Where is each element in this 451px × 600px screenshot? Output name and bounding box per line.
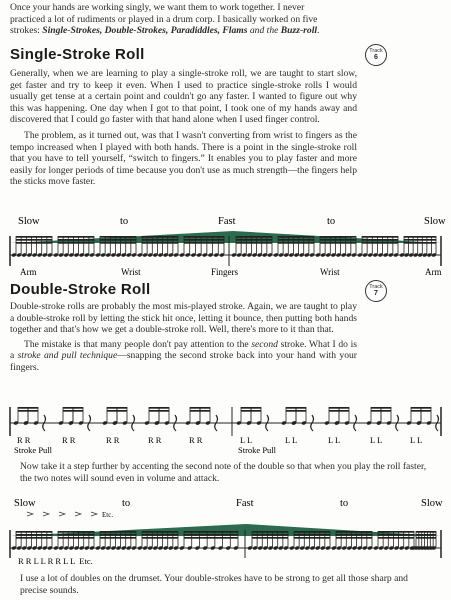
note-beam [416, 537, 436, 539]
single-stroke-text [10, 68, 357, 188]
double-stroke-para-3: Now take it a step further by accenting the second note of the double so that when you play the roll faster, the two notes will sound even in volume and attack. [20, 461, 427, 484]
intro-paragraph [10, 2, 435, 37]
sticking-ll-5: L L [410, 435, 423, 445]
note-beam [381, 410, 391, 412]
technique-wrist-2: Wrist [320, 267, 340, 277]
sticking-ll-4: L L [370, 435, 383, 445]
note-beam [241, 407, 251, 409]
accent-mark [43, 512, 49, 516]
double-stroke-para-2 [10, 339, 357, 374]
note-beam [362, 239, 398, 241]
note-beam [378, 537, 414, 539]
note-beam [16, 242, 52, 244]
note-beam [278, 239, 314, 241]
note-beam [286, 407, 296, 409]
note-beam [100, 531, 136, 533]
single-tempo-to-2: to [327, 216, 336, 227]
note-beam [329, 407, 339, 409]
note-beam [18, 410, 28, 412]
sticking-rr-4: R R [148, 435, 162, 445]
note-beam [336, 537, 372, 539]
note-beam [339, 407, 349, 409]
note-beam [236, 242, 272, 244]
note-beam [58, 531, 94, 533]
track-6-number: 6 [374, 54, 378, 61]
note-beam [184, 242, 224, 244]
note-beam [252, 537, 288, 539]
note-beam [241, 410, 251, 412]
note-beam [278, 236, 314, 238]
accent-marks [27, 512, 97, 516]
stroke-pull-label-2: Stroke Pull [238, 445, 277, 455]
single-tempo-slow-2: Slow [424, 216, 446, 227]
intro-line-1: Once your hands are working singly, we want them to work together. I never [10, 2, 305, 13]
note-beam [296, 410, 306, 412]
note-beam [16, 531, 52, 533]
note-beam [416, 534, 436, 536]
stroke-pull-label-1: Stroke Pull [14, 445, 53, 455]
note-beam [236, 236, 272, 238]
note-beam [416, 531, 436, 533]
double-stroke-heading: Double-Stroke Roll [10, 281, 151, 298]
note-beam [184, 531, 238, 533]
double-para2-technique: stroke and pull technique [17, 350, 118, 362]
double-para2-second: second [251, 338, 278, 350]
note-beam [159, 410, 169, 412]
sticking-ll-3: L L [328, 435, 341, 445]
intro-line-2: practiced a lot of rudiments or played in a drum corp. I basically worked on five [10, 13, 318, 25]
note-beam [251, 410, 261, 412]
double-tempo-to-1: to [122, 498, 131, 509]
accent-mark [91, 512, 97, 516]
note-beam [63, 407, 73, 409]
note-beam [117, 407, 127, 409]
note-beam [278, 242, 314, 244]
intro-and: and the [247, 25, 281, 37]
note-beam [381, 407, 391, 409]
note-beam [329, 410, 339, 412]
note-beam [58, 534, 94, 536]
single-stroke-notes [11, 236, 437, 257]
sticking-rr-3: R R [106, 435, 120, 445]
double-stroke-text [10, 301, 357, 374]
note-beam [149, 407, 159, 409]
note-beam [159, 407, 169, 409]
note-beam [149, 410, 159, 412]
note-beam [320, 242, 356, 244]
double-tempo-slow-1: Slow [14, 498, 36, 509]
note-beam [251, 407, 261, 409]
note-beam [200, 407, 210, 409]
note-beam [184, 537, 238, 539]
sticking-rr-1: R R [17, 435, 31, 445]
note-beam [378, 531, 414, 533]
note-beam [107, 410, 117, 412]
sticking-rr-5: R R [189, 435, 203, 445]
intro-period: . [317, 25, 320, 37]
accent-etc: Etc. [102, 511, 114, 519]
note-beam [411, 410, 421, 412]
double-para2-part-c: stroke. What I do is a [10, 338, 357, 362]
note-beam [100, 537, 136, 539]
double-stroke-staff [0, 393, 451, 455]
accent-mark [27, 512, 33, 516]
intro-buzz-roll: Buzz-roll [280, 25, 318, 37]
note-beam [421, 410, 431, 412]
note-beam [336, 531, 372, 533]
note-beam [236, 239, 272, 241]
note-beam [286, 410, 296, 412]
note-beam [142, 537, 178, 539]
note-beam [411, 407, 421, 409]
single-stroke-para-1: Generally, when we are learning to play a single-stroke roll, we are taught to start slow, get faster and try to keep it even. When I used to practice single-stroke rolls I would usually get tense at a certain point and couldn't go any faster. I wanted to figure out why this was happening. One day when I got to that point, I took one of my hands away and discovered that I could go faster with that hand alone when I used finger control. [10, 68, 357, 126]
note-beam [58, 537, 94, 539]
note-beam [58, 236, 94, 238]
note-beam [100, 242, 136, 244]
note-beam [100, 534, 136, 536]
technique-fingers: Fingers [211, 267, 238, 277]
track-7-icon [365, 280, 387, 302]
intro-strokes-list: Single-Strokes, Double-Strokes, Paradiddles, Flams [42, 25, 248, 37]
note-beam [404, 236, 436, 238]
track-7-number: 7 [374, 290, 378, 297]
accent-mark [75, 512, 81, 516]
note-beam [142, 236, 178, 238]
double-stroke-para-3-wrap [20, 461, 435, 484]
single-stroke-heading: Single-Stroke Roll [10, 46, 145, 63]
single-stroke-para-2: The problem, as it turned out, was that I wasn't converting from wrist to fingers as the tempo increased when I played with both hands. There is a point in the single-stroke roll that you have to tell yourself, “switch to fingers.” It enables you to play faster and more easily for longer periods of time because you don't use as much strength—the fingers help the sticks move faster. [10, 129, 357, 188]
note-beam [142, 534, 178, 536]
note-beam [190, 407, 200, 409]
note-beam [142, 242, 178, 244]
sticking-ll-2: L L [285, 435, 298, 445]
double-para2-part-a: The mistake is that many people don't pay attention to the [24, 338, 252, 350]
track-6-label: Track [369, 48, 383, 54]
note-beam [28, 407, 38, 409]
single-tempo-slow-1: Slow [18, 216, 40, 227]
note-beam [200, 410, 210, 412]
double-tempo-fast: Fast [236, 498, 254, 509]
note-beam [58, 239, 94, 241]
double-tempo-to-2: to [340, 498, 349, 509]
double-stroke-para-1: Double-stroke rolls are probably the most mis-played stroke. Again, we are taught to play a double-stroke roll by letting the stick hit once, letting it bounce, then putting both hands together and that's how we get a double-stroke roll. Well, there's more to it than that. [10, 301, 357, 336]
note-beam [184, 239, 224, 241]
double-para2-part-e: —snapping the second stroke back into your hand with your fingers. [10, 350, 357, 373]
note-beam [339, 410, 349, 412]
track-6-icon [365, 44, 387, 66]
note-beam [16, 534, 52, 536]
note-beam [378, 534, 414, 536]
single-stroke-staff [0, 210, 451, 278]
single-tempo-to-1: to [120, 216, 129, 227]
accent-mark [59, 512, 65, 516]
note-beam [421, 407, 431, 409]
note-beam [73, 407, 83, 409]
note-beam [336, 534, 372, 536]
note-beam [100, 236, 136, 238]
double-stroke-notes [13, 407, 438, 431]
note-beam [184, 236, 224, 238]
note-beam [252, 534, 288, 536]
note-beam [100, 239, 136, 241]
note-beam [404, 239, 436, 241]
intro-line-3a: strokes: [10, 25, 43, 37]
technique-arm-1: Arm [20, 267, 37, 277]
note-beam [58, 242, 94, 244]
note-beam [404, 242, 436, 244]
note-beam [117, 410, 127, 412]
sticking-bottom: R R L L R R L L Etc. [18, 556, 93, 566]
note-beam [28, 410, 38, 412]
technique-arm-2: Arm [425, 267, 442, 277]
note-beam [294, 537, 330, 539]
sticking-ll-1: L L [240, 435, 253, 445]
note-beam [16, 537, 52, 539]
note-beam [184, 534, 238, 536]
note-beam [107, 407, 117, 409]
note-beam [362, 242, 398, 244]
note-beam [320, 239, 356, 241]
sticking-rr-2: R R [62, 435, 76, 445]
track-7-label: Track [369, 284, 383, 290]
closing-paragraph: I use a lot of doubles on the drumset. Your double-strokes have to be strong to get all those sharp and precise sounds. [20, 573, 408, 596]
double-sticking [14, 435, 422, 455]
note-beam [16, 236, 52, 238]
note-beam [142, 531, 178, 533]
note-beam [371, 410, 381, 412]
accented-double-staff [0, 494, 451, 566]
note-beam [18, 407, 28, 409]
note-beam [296, 407, 306, 409]
note-beam [63, 410, 73, 412]
note-beam [252, 531, 288, 533]
note-beam [320, 236, 356, 238]
note-beam [190, 410, 200, 412]
note-beam [16, 239, 52, 241]
note-beam [362, 236, 398, 238]
single-tempo-fast: Fast [218, 216, 236, 227]
note-beam [73, 410, 83, 412]
closing-paragraph-wrap [20, 573, 435, 596]
note-beam [294, 531, 330, 533]
double-tempo-slow-2: Slow [421, 498, 443, 509]
note-beam [142, 239, 178, 241]
note-beam [294, 534, 330, 536]
note-beam [371, 407, 381, 409]
technique-wrist-1: Wrist [121, 267, 141, 277]
